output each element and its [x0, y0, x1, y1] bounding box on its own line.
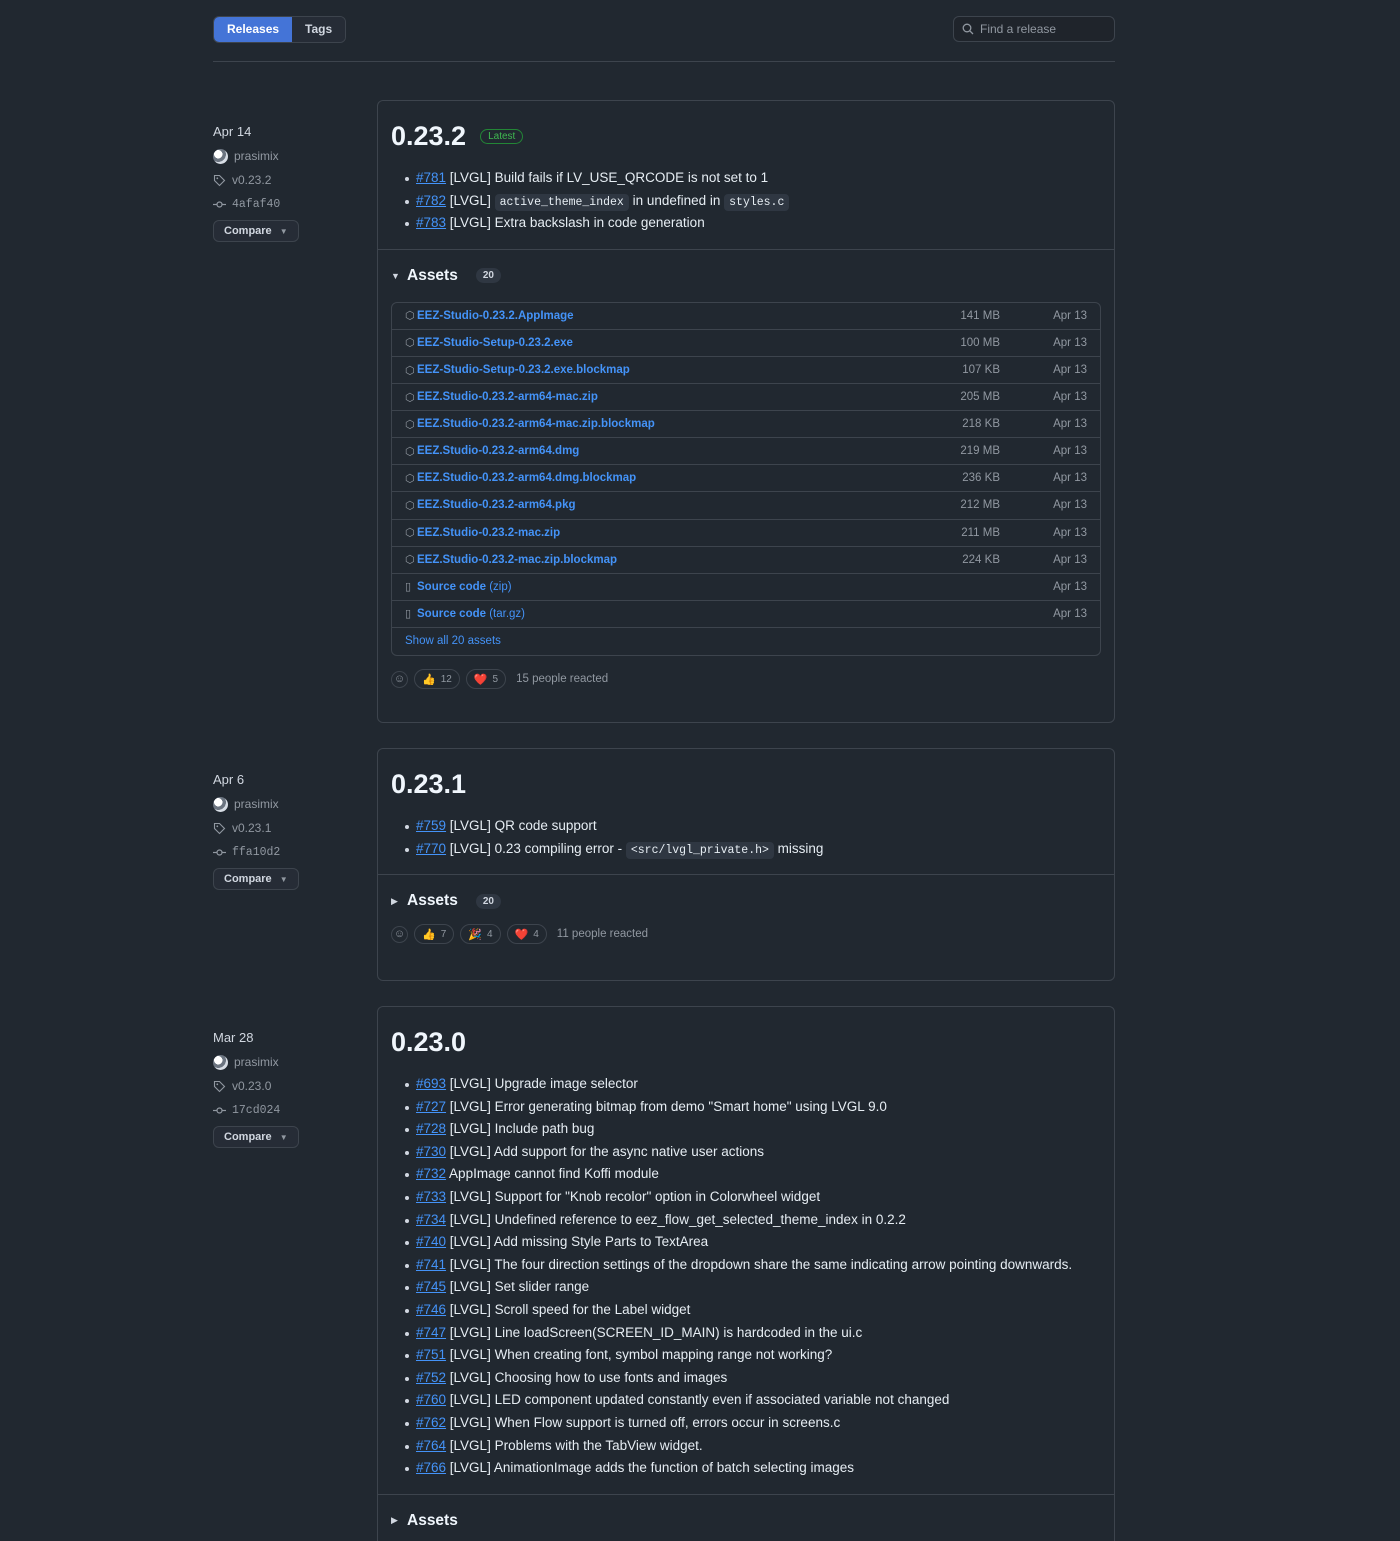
asset-row[interactable]	[392, 411, 1100, 438]
assets-section	[378, 249, 1114, 702]
triangle-right-icon: ▶	[391, 895, 398, 906]
source-code-label: Source code	[417, 607, 487, 620]
issue-link[interactable]: #730	[416, 1143, 447, 1159]
asset-date: Apr 13	[1053, 418, 1087, 431]
note-text: [LVGL] Undefined reference to eez_flow_get_selected_theme_index in 0.2.2	[446, 1211, 906, 1227]
author-name[interactable]: prasimix	[234, 1055, 279, 1069]
note-text: [LVGL] When Flow support is turned off, errors occur in screens.c	[446, 1414, 841, 1430]
compare-button[interactable]	[213, 868, 299, 890]
release-notes	[391, 801, 1101, 874]
thumbs-up-icon: 👍	[422, 673, 436, 686]
asset-link[interactable]: EEZ.Studio-0.23.2-arm64.dmg	[417, 445, 580, 458]
list-item	[416, 212, 1101, 235]
commit-icon	[213, 198, 226, 211]
package-icon: ⬡	[405, 418, 415, 431]
package-icon: ⬡	[405, 337, 415, 350]
note-text: [LVGL] Scroll speed for the Label widget	[446, 1301, 691, 1317]
asset-date: Apr 13	[1053, 309, 1087, 322]
note-text: [LVGL] Choosing how to use fonts and images	[446, 1369, 728, 1385]
note-text: [LVGL]	[446, 192, 495, 208]
issue-link[interactable]: #741	[416, 1256, 447, 1272]
show-all-assets-row	[392, 628, 1100, 655]
list-item	[416, 1322, 1101, 1345]
asset-link[interactable]: EEZ.Studio-0.23.2-arm64-mac.zip	[417, 391, 598, 404]
chevron-down-icon: ▼	[279, 874, 288, 884]
asset-size: 236 KB	[962, 472, 1000, 485]
people-reacted: 15 people reacted	[516, 673, 609, 685]
assets-count-badge: 20	[476, 894, 501, 909]
releases-header	[213, 0, 1115, 62]
thumbs-up-icon: 👍	[422, 928, 436, 941]
package-icon: ⬡	[405, 310, 415, 323]
release-body	[378, 1007, 1114, 1494]
code-snippet: active_theme_index	[495, 194, 629, 211]
issue-link[interactable]: #728	[416, 1121, 447, 1137]
source-code-label: Source code	[417, 580, 487, 593]
release-title-row	[391, 119, 1101, 153]
asset-date: Apr 13	[1053, 391, 1087, 404]
releases-tags-switcher	[213, 16, 346, 43]
asset-link[interactable]	[417, 581, 920, 593]
list-item	[416, 1141, 1101, 1164]
asset-date: Apr 13	[1053, 364, 1087, 377]
issue-link[interactable]: #783	[416, 215, 447, 231]
release-card	[377, 100, 1115, 723]
list-item	[416, 1435, 1101, 1458]
compare-label: Compare	[224, 225, 272, 237]
assets-section	[378, 874, 1114, 957]
heart-icon: ❤️	[473, 673, 488, 686]
triangle-down-icon: ▼	[391, 270, 400, 281]
list-item	[416, 1344, 1101, 1367]
code-snippet: styles.c	[724, 194, 789, 211]
note-text: missing	[773, 840, 824, 856]
list-item	[416, 1367, 1101, 1390]
note-text: [LVGL] The four direction settings of the dropdown share the same indicating arrow pointing downwards.	[446, 1256, 1073, 1272]
asset-size: 107 KB	[962, 364, 1000, 377]
chevron-down-icon: ▼	[279, 1132, 288, 1142]
search-icon	[962, 23, 974, 35]
asset-size: 212 MB	[960, 499, 1000, 512]
note-text: [LVGL] Set slider range	[446, 1279, 590, 1295]
release-title-row	[391, 767, 1101, 801]
compare-label: Compare	[224, 873, 272, 885]
assets-list	[391, 302, 1101, 656]
note-text: [LVGL] 0.23 compiling error -	[446, 840, 626, 856]
release-meta	[213, 122, 363, 242]
list-item	[416, 1096, 1101, 1119]
asset-row[interactable]	[392, 492, 1100, 519]
asset-size: 141 MB	[960, 309, 1000, 322]
release-commit[interactable]	[213, 192, 363, 216]
issue-link[interactable]: #732	[416, 1166, 447, 1182]
asset-size: 205 MB	[960, 391, 1000, 404]
find-release-search[interactable]	[953, 16, 1115, 42]
issue-link[interactable]: #759	[416, 818, 447, 833]
asset-link[interactable]: EEZ.Studio-0.23.2-arm64.pkg	[417, 499, 576, 512]
note-text: in undefined in	[628, 192, 725, 208]
tag-icon	[213, 822, 226, 835]
people-reacted: 11 people reacted	[556, 928, 649, 941]
asset-size: 224 KB	[962, 553, 1000, 566]
asset-row[interactable]	[392, 330, 1100, 357]
note-text: [LVGL] Support for "Knob recolor" option in Colorwheel widget	[446, 1188, 821, 1204]
code-snippet: <src/lvgl_private.h>	[626, 842, 774, 859]
package-icon: ⬡	[405, 445, 415, 458]
releases-page	[213, 0, 1115, 1529]
release-tag[interactable]	[213, 816, 363, 840]
issue-link[interactable]: #760	[416, 1392, 447, 1408]
asset-row[interactable]	[392, 438, 1100, 465]
note-text: [LVGL] Add missing Style Parts to TextArea	[446, 1234, 709, 1250]
note-text: AppImage cannot find Koffi module	[446, 1166, 659, 1182]
triangle-right-icon: ▶	[391, 1515, 398, 1526]
list-item	[416, 167, 1101, 190]
tag-name[interactable]: v0.23.1	[232, 821, 272, 835]
party-popper-icon: 🎉	[468, 928, 482, 941]
list-item	[416, 1412, 1101, 1435]
heart-icon: ❤️	[514, 928, 529, 941]
release-body	[378, 101, 1114, 249]
reaction-heart[interactable]	[466, 669, 506, 689]
compare-button[interactable]	[213, 1126, 299, 1148]
add-reaction-smiley-icon[interactable]: ☺	[391, 671, 408, 688]
add-reaction-smiley-icon[interactable]: ☺	[391, 926, 408, 943]
source-code-format: (tar.gz)	[486, 607, 526, 620]
file-zip-icon: ▯	[405, 608, 412, 621]
note-text: [LVGL] AnimationImage adds the function of batch selecting images	[446, 1460, 855, 1476]
avatar	[213, 149, 228, 164]
issue-link[interactable]: #747	[416, 1324, 447, 1340]
package-icon: ⬡	[405, 499, 415, 512]
asset-date: Apr 13	[1053, 336, 1087, 349]
asset-row-source-zip[interactable]	[392, 574, 1100, 601]
release-meta	[213, 1028, 363, 1148]
note-text: [LVGL] Build fails if LV_USE_QRCODE is not set to 1	[446, 170, 769, 185]
asset-date: Apr 13	[1053, 499, 1087, 512]
issue-link[interactable]: #751	[416, 1347, 447, 1363]
release-version[interactable]: 0.23.1	[391, 768, 467, 799]
list-item	[416, 1389, 1101, 1412]
asset-row[interactable]	[392, 547, 1100, 574]
release-notes	[391, 1059, 1101, 1494]
asset-link[interactable]: EEZ-Studio-0.23.2.AppImage	[417, 309, 574, 322]
release-date: Mar 28	[213, 1030, 254, 1045]
reaction-count: 4	[533, 928, 539, 940]
release-date: Apr 6	[213, 772, 245, 787]
issue-link[interactable]: #762	[416, 1414, 447, 1430]
asset-row[interactable]	[392, 465, 1100, 492]
asset-row[interactable]	[392, 520, 1100, 547]
asset-row[interactable]	[392, 303, 1100, 330]
asset-link[interactable]: EEZ.Studio-0.23.2-mac.zip.blockmap	[417, 553, 618, 566]
commit-icon	[213, 846, 226, 859]
issue-link[interactable]: #766	[416, 1460, 447, 1476]
list-item	[416, 1254, 1101, 1277]
compare-button[interactable]	[213, 220, 299, 242]
issue-link[interactable]: #752	[416, 1369, 447, 1385]
assets-section	[378, 1494, 1114, 1541]
asset-row[interactable]	[392, 357, 1100, 384]
issue-link[interactable]: #770	[416, 840, 447, 856]
commit-hash[interactable]: 4afaf40	[232, 197, 281, 211]
note-text: [LVGL] QR code support	[446, 818, 597, 833]
reactions-bar	[391, 925, 1101, 947]
issue-link[interactable]: #740	[416, 1234, 447, 1250]
release-card	[377, 748, 1115, 981]
list-item	[416, 1163, 1101, 1186]
reaction-thumbs-up[interactable]	[414, 669, 460, 689]
commit-icon	[213, 1104, 226, 1117]
reaction-count: 5	[492, 673, 499, 685]
asset-size: 219 MB	[960, 445, 1000, 458]
release-author[interactable]	[213, 144, 363, 168]
tab-releases[interactable]: Releases	[214, 17, 292, 42]
issue-link[interactable]: #781	[416, 170, 447, 185]
release-meta	[213, 770, 363, 890]
release-commit[interactable]	[213, 1098, 363, 1122]
list-item	[416, 1231, 1101, 1254]
note-text: [LVGL] Line loadScreen(SCREEN_ID_MAIN) is hardcoded in the ui.c	[446, 1324, 863, 1340]
assets-toggle[interactable]	[391, 1511, 1101, 1531]
author-name[interactable]: prasimix	[234, 149, 279, 163]
list-item	[416, 1073, 1101, 1096]
package-icon: ⬡	[405, 527, 415, 540]
list-item	[416, 815, 1101, 838]
release-card	[377, 1006, 1115, 1541]
issue-link[interactable]: #734	[416, 1211, 447, 1227]
release-notes	[391, 153, 1101, 249]
tag-icon	[213, 174, 226, 187]
note-text: [LVGL] Error generating bitmap from demo "Smart home" using LVGL 9.0	[446, 1098, 887, 1114]
reaction-count: 7	[440, 928, 447, 940]
reaction-heart[interactable]	[507, 924, 547, 944]
asset-date: Apr 13	[1053, 553, 1087, 566]
issue-link[interactable]: #733	[416, 1188, 447, 1204]
issue-link[interactable]: #745	[416, 1279, 447, 1295]
assets-toggle[interactable]	[391, 266, 1101, 286]
asset-size: 100 MB	[960, 336, 1000, 349]
asset-date: Apr 13	[1053, 445, 1087, 458]
asset-link[interactable]: EEZ.Studio-0.23.2-arm64-mac.zip.blockmap	[417, 418, 655, 431]
list-item	[416, 1118, 1101, 1141]
release-tag[interactable]	[213, 1074, 363, 1098]
package-icon: ⬡	[405, 554, 415, 567]
note-text: [LVGL] Extra backslash in code generation	[446, 215, 705, 231]
issue-link[interactable]: #764	[416, 1437, 447, 1453]
commit-hash[interactable]: ffa10d2	[232, 845, 281, 859]
release-version[interactable]: 0.23.2	[391, 120, 467, 151]
asset-size: 211 MB	[961, 526, 1000, 539]
tab-tags[interactable]: Tags	[292, 17, 345, 42]
issue-link[interactable]: #746	[416, 1301, 447, 1317]
asset-date: Apr 13	[1053, 526, 1087, 539]
show-all-assets-link[interactable]: Show all 20 assets	[405, 635, 501, 648]
issue-link[interactable]: #727	[416, 1098, 447, 1114]
reactions-bar	[391, 670, 1101, 692]
list-item	[416, 1457, 1101, 1480]
note-text: [LVGL] Upgrade image selector	[446, 1076, 638, 1091]
tag-icon	[213, 1080, 226, 1093]
avatar	[213, 1055, 228, 1070]
asset-date: Apr 13	[1053, 472, 1087, 485]
release-tag[interactable]	[213, 168, 363, 192]
reaction-count: 4	[486, 928, 493, 940]
assets-toggle[interactable]	[391, 891, 1101, 911]
asset-size: 218 KB	[962, 418, 1000, 431]
note-text: [LVGL] Include path bug	[446, 1121, 595, 1137]
release-body	[378, 749, 1114, 874]
source-code-format: (zip)	[486, 580, 512, 593]
issue-link[interactable]: #782	[416, 192, 447, 208]
reaction-hooray[interactable]	[460, 924, 500, 944]
note-text: [LVGL] When creating font, symbol mapping range not working?	[446, 1347, 833, 1363]
assets-heading: Assets	[407, 1511, 458, 1529]
list-item	[416, 838, 1101, 861]
package-icon: ⬡	[405, 472, 415, 485]
search-input[interactable]	[980, 22, 1110, 36]
asset-date: Apr 13	[1053, 607, 1087, 620]
assets-heading: Assets	[407, 892, 458, 910]
commit-hash[interactable]: 17cd024	[232, 1103, 281, 1117]
avatar	[213, 797, 228, 812]
file-zip-icon: ▯	[405, 581, 412, 594]
asset-date: Apr 13	[1053, 580, 1087, 593]
release-author[interactable]	[213, 1050, 363, 1074]
asset-link[interactable]: EEZ-Studio-Setup-0.23.2.exe.blockmap	[417, 364, 630, 377]
list-item	[416, 1276, 1101, 1299]
asset-link[interactable]: EEZ.Studio-0.23.2-arm64.dmg.blockmap	[417, 472, 637, 485]
asset-link[interactable]	[417, 608, 920, 620]
author-name[interactable]: prasimix	[234, 797, 279, 811]
list-item	[416, 1209, 1101, 1232]
tag-name[interactable]: v0.23.0	[232, 1079, 272, 1093]
release-version[interactable]: 0.23.0	[391, 1026, 467, 1057]
issue-link[interactable]: #693	[416, 1076, 447, 1091]
note-text: [LVGL] LED component updated constantly even if associated variable not changed	[446, 1392, 950, 1408]
note-text: [LVGL] Problems with the TabView widget.	[446, 1437, 703, 1453]
latest-badge: Latest	[480, 129, 523, 144]
assets-heading: Assets	[407, 266, 458, 284]
compare-label: Compare	[224, 1131, 272, 1143]
chevron-down-icon: ▼	[279, 226, 288, 236]
release-date: Apr 14	[213, 124, 252, 139]
asset-row-source-targz[interactable]	[392, 601, 1100, 628]
package-icon: ⬡	[405, 391, 415, 404]
assets-count-badge: 20	[476, 268, 501, 283]
list-item	[416, 1299, 1101, 1322]
reaction-thumbs-up[interactable]	[414, 924, 454, 944]
release-commit[interactable]	[213, 840, 363, 864]
reaction-count: 12	[440, 673, 452, 685]
asset-link[interactable]: EEZ-Studio-Setup-0.23.2.exe	[417, 336, 573, 349]
list-item	[416, 1186, 1101, 1209]
release-title-row	[391, 1025, 1101, 1059]
note-text: [LVGL] Add support for the async native user actions	[446, 1143, 764, 1159]
package-icon: ⬡	[405, 364, 415, 377]
tag-name[interactable]: v0.23.2	[232, 173, 272, 187]
asset-link[interactable]: EEZ.Studio-0.23.2-mac.zip	[417, 526, 561, 539]
asset-row[interactable]	[392, 384, 1100, 411]
release-author[interactable]	[213, 792, 363, 816]
list-item	[416, 190, 1101, 213]
